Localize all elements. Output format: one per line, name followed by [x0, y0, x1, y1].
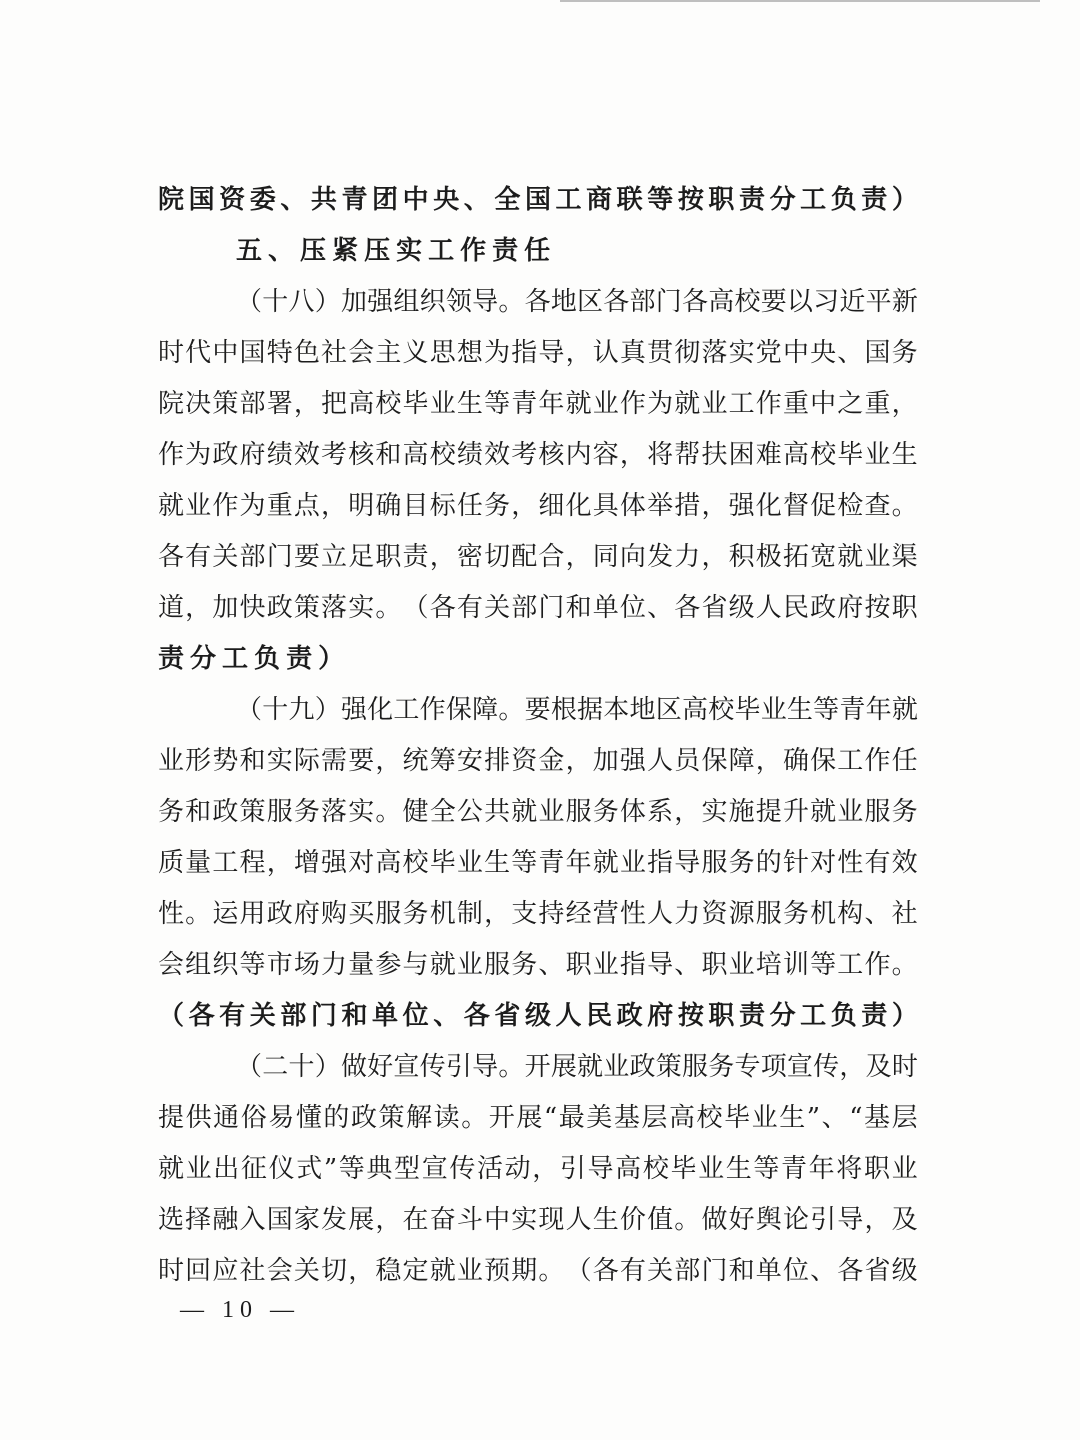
text-line: 业 形 势 和 实 际 需 要 ， 统 筹 安 排 资 金 ， 加 强 人 员 保 障 ， 确 保 工 作 任: [158, 746, 918, 776]
text-line: 院 国 资 委 、 共 青 团 中 央 、 全 国 工 商 联 等 按 职 责 分 工 负 责 ）: [158, 185, 918, 215]
text-line: 时 代 中 国 特 色 社 会 主 义 思 想 为 指 导 ， 认 真 贯 彻 落 实 党 中 央 、 国 务: [158, 338, 918, 368]
text-line: 道 ， 加 快 政 策 落 实 。 （ 各 有 关 部 门 和 单 位 、 各 省 级 人 民 政 府 按 职: [158, 593, 918, 623]
text-line: 性 。 运 用 政 府 购 买 服 务 机 制 ， 支 持 经 营 性 人 力 资 源 服 务 机 构 、 社: [158, 899, 918, 929]
text-line: （ 十 九 ） 强 化 工 作 保 障 。 要 根 据 本 地 区 高 校 毕 业 生 等 青 年 就: [236, 695, 918, 725]
text-line: 作 为 政 府 绩 效 考 核 和 高 校 绩 效 考 核 内 容 ， 将 帮 扶 困 难 高 校 毕 业 生: [158, 440, 918, 470]
text-line: 提 供 通 俗 易 懂 的 政 策 解 读 。 开 展 “ 最 美 基 层 高 校 毕 业 生 ” 、 “ 基 层: [158, 1103, 918, 1133]
section-heading: 五 、 压 紧 压 实 工 作 责 任: [236, 236, 551, 266]
text-line: 就 业 作 为 重 点 ， 明 确 目 标 任 务 ， 细 化 具 体 举 措 ， 强 化 督 促 检 查 。: [158, 491, 918, 521]
text-line: 责 分 工 负 责 ）: [158, 644, 345, 674]
text-line: 选 择 融 入 国 家 发 展 ， 在 奋 斗 中 实 现 人 生 价 值 。 做 好 舆 论 引 导 ， 及: [158, 1205, 918, 1235]
text-line: （ 十 八 ） 加 强 组 织 领 导 。 各 地 区 各 部 门 各 高 校 要 以 习 近 平 新: [236, 287, 918, 317]
text-line: 务 和 政 策 服 务 落 实 。 健 全 公 共 就 业 服 务 体 系 ， 实 施 提 升 就 业 服 务: [158, 797, 918, 827]
text-line: （ 二 十 ） 做 好 宣 传 引 导 。 开 展 就 业 政 策 服 务 专 项 宣 传 ， 及 时: [236, 1052, 918, 1082]
text-line: 会 组 织 等 市 场 力 量 参 与 就 业 服 务 、 职 业 指 导 、 职 业 培 训 等 工 作 。: [158, 950, 918, 980]
text-line: 各 有 关 部 门 要 立 足 职 责 ， 密 切 配 合 ， 同 向 发 力 ， 积 极 拓 宽 就 业 渠: [158, 542, 918, 572]
text-line: 院 决 策 部 署 ， 把 高 校 毕 业 生 等 青 年 就 业 作 为 就 业 工 作 重 中 之 重 ，: [158, 389, 918, 419]
text-line: 时 回 应 社 会 关 切 ， 稳 定 就 业 预 期 。 （ 各 有 关 部 门 和 单 位 、 各 省 级: [158, 1256, 918, 1286]
top-edge-rule: [560, 0, 1040, 2]
text-line: 就 业 出 征 仪 式 ” 等 典 型 宣 传 活 动 ， 引 导 高 校 毕 业 生 等 青 年 将 职 业: [158, 1154, 918, 1184]
page-number: — 10 —: [180, 1297, 300, 1323]
text-line: 质 量 工 程 ， 增 强 对 高 校 毕 业 生 等 青 年 就 业 指 导 服 务 的 针 对 性 有 效: [158, 848, 918, 878]
text-line: （ 各 有 关 部 门 和 单 位 、 各 省 级 人 民 政 府 按 职 责 分 工 负 责 ）: [158, 1001, 918, 1031]
